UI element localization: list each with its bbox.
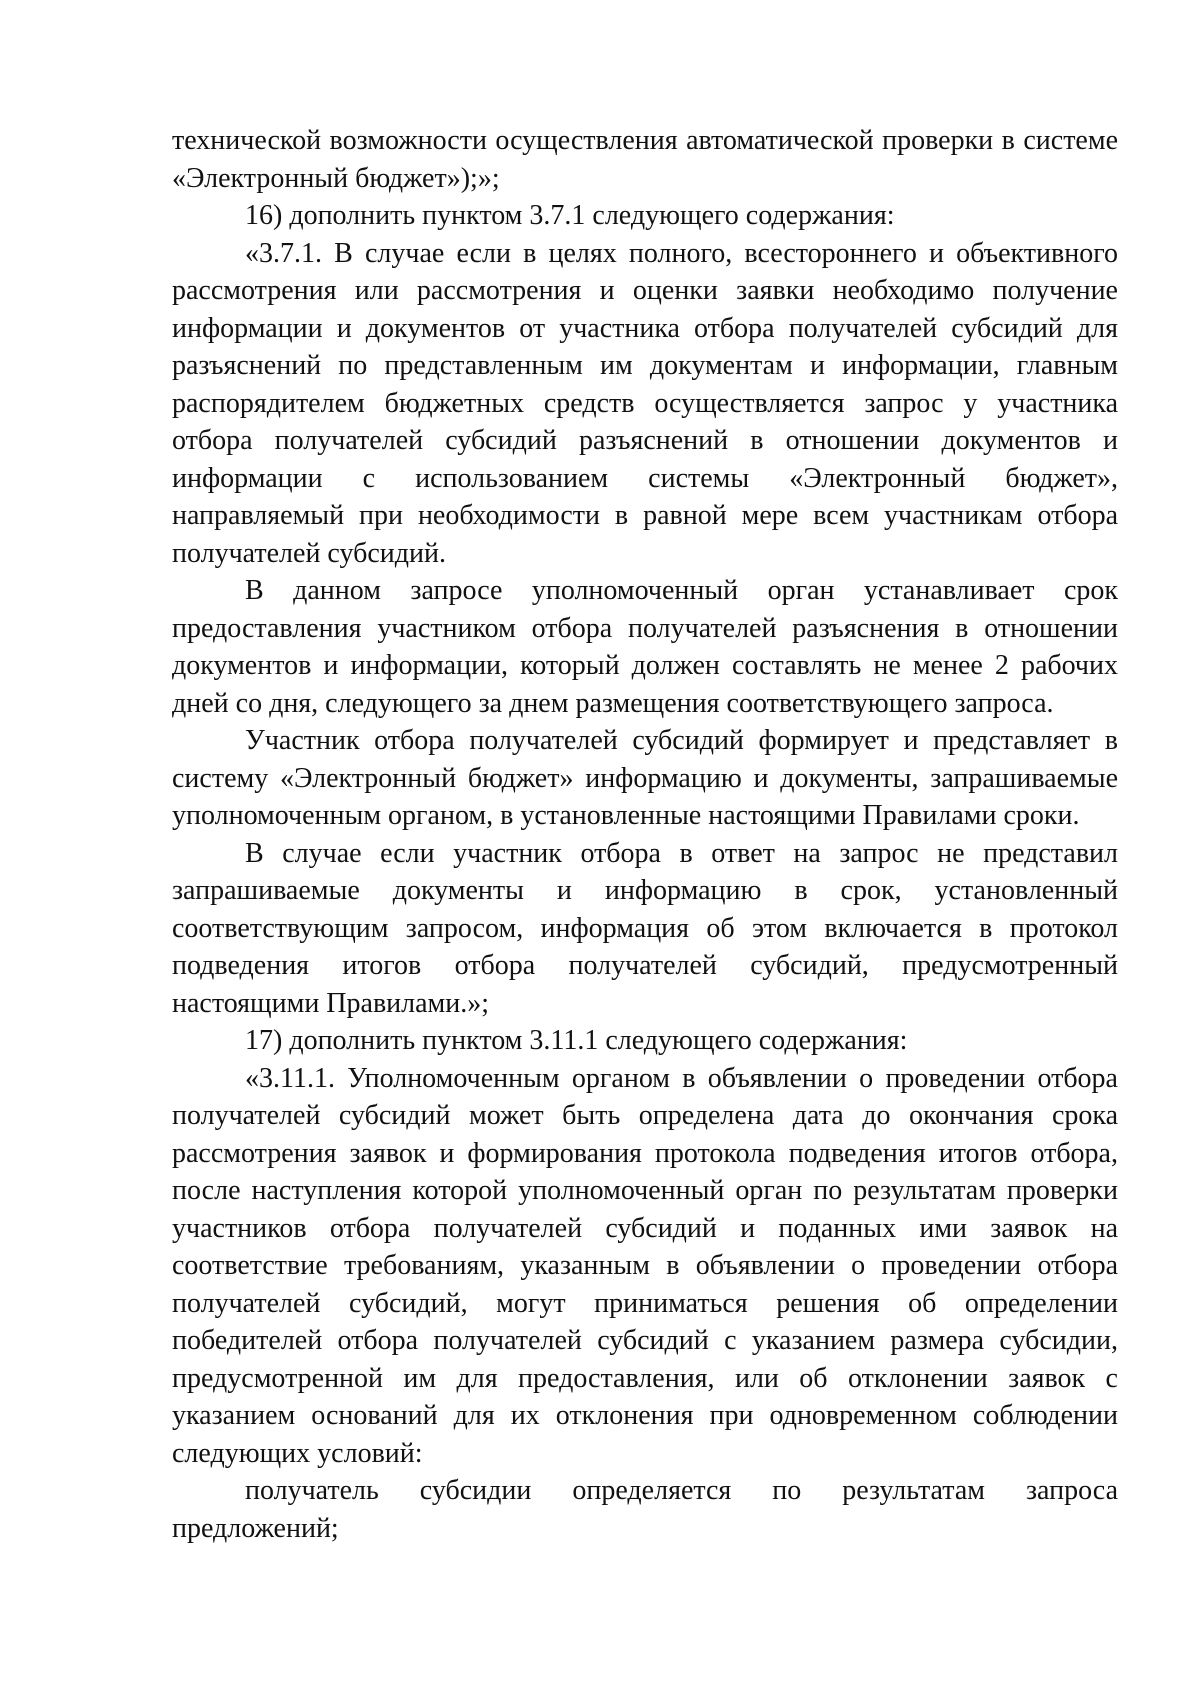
paragraph-clause-3-11-1: «3.11.1. Уполномоченным органом в объявлении о проведении отбора получателей субсидий может быть определена дата до окончания срока рассмотрения заявок и формирования протокола подведения итогов отбора, после наступления которой уполномоченный орган по результатам проверки участников отбора получателей субсидий и поданных ими заявок на соответствие требованиям, указанным в объявлении о проведении отбора получателей субсидий, могут приниматься решения об определении победителей отбора получателей субсидий с указанием размера субсидии, предусмотренной им для предоставления, или об отклонении заявок с указанием оснований для их отклонения при одновременном соблюдении следующих условий: (172, 1062, 1118, 1469)
document-body (172, 122, 1118, 1547)
paragraph-item-17: 17) дополнить пунктом 3.11.1 следующего содержания: (245, 1025, 908, 1056)
paragraph-condition-1: получатель субсидии определяется по результатам запроса предложений; (172, 1475, 1118, 1544)
paragraph-non-submission: В случае если участник отбора в ответ на запрос не представил запрашиваемые документы и информацию в срок, установленный соответствующим запросом, информация об этом включается в протокол подведения итогов отбора получателей субсидий, предусмотренный настоящими Правилами.»; (172, 837, 1118, 1019)
paragraph-request-deadline: В данном запросе уполномоченный орган устанавливает срок предоставления участником отбора получателей разъяснения в отношении документов и информации, который должен составлять не менее 2 рабочих дней со дня, следующего за днем размещения соответствующего запроса. (172, 575, 1118, 719)
paragraph-participant-submission: Участник отбора получателей субсидий формирует и представляет в систему «Электронный бюджет» информацию и документы, запрашиваемые уполномоченным органом, в установленные настоящими Правилами сроки. (172, 725, 1118, 831)
paragraph-continuation: технической возможности осуществления автоматической проверки в системе «Электронный бюджет»);»; (172, 125, 1118, 194)
paragraph-clause-3-7-1: «3.7.1. В случае если в целях полного, всестороннего и объективного рассмотрения или рассмотрения и оценки заявки необходимо получение информации и документов от участника отбора получателей субсидий для разъяснений по представленным им документам и информации, главным распорядителем бюджетных средств осуществляется запрос у участника отбора получателей субсидий разъяснений в отношении документов и информации с использованием системы «Электронный бюджет», направляемый при необходимости в равной мере всем участникам отбора получателей субсидий. (172, 237, 1118, 569)
paragraph-item-16: 16) дополнить пунктом 3.7.1 следующего содержания: (245, 200, 895, 231)
